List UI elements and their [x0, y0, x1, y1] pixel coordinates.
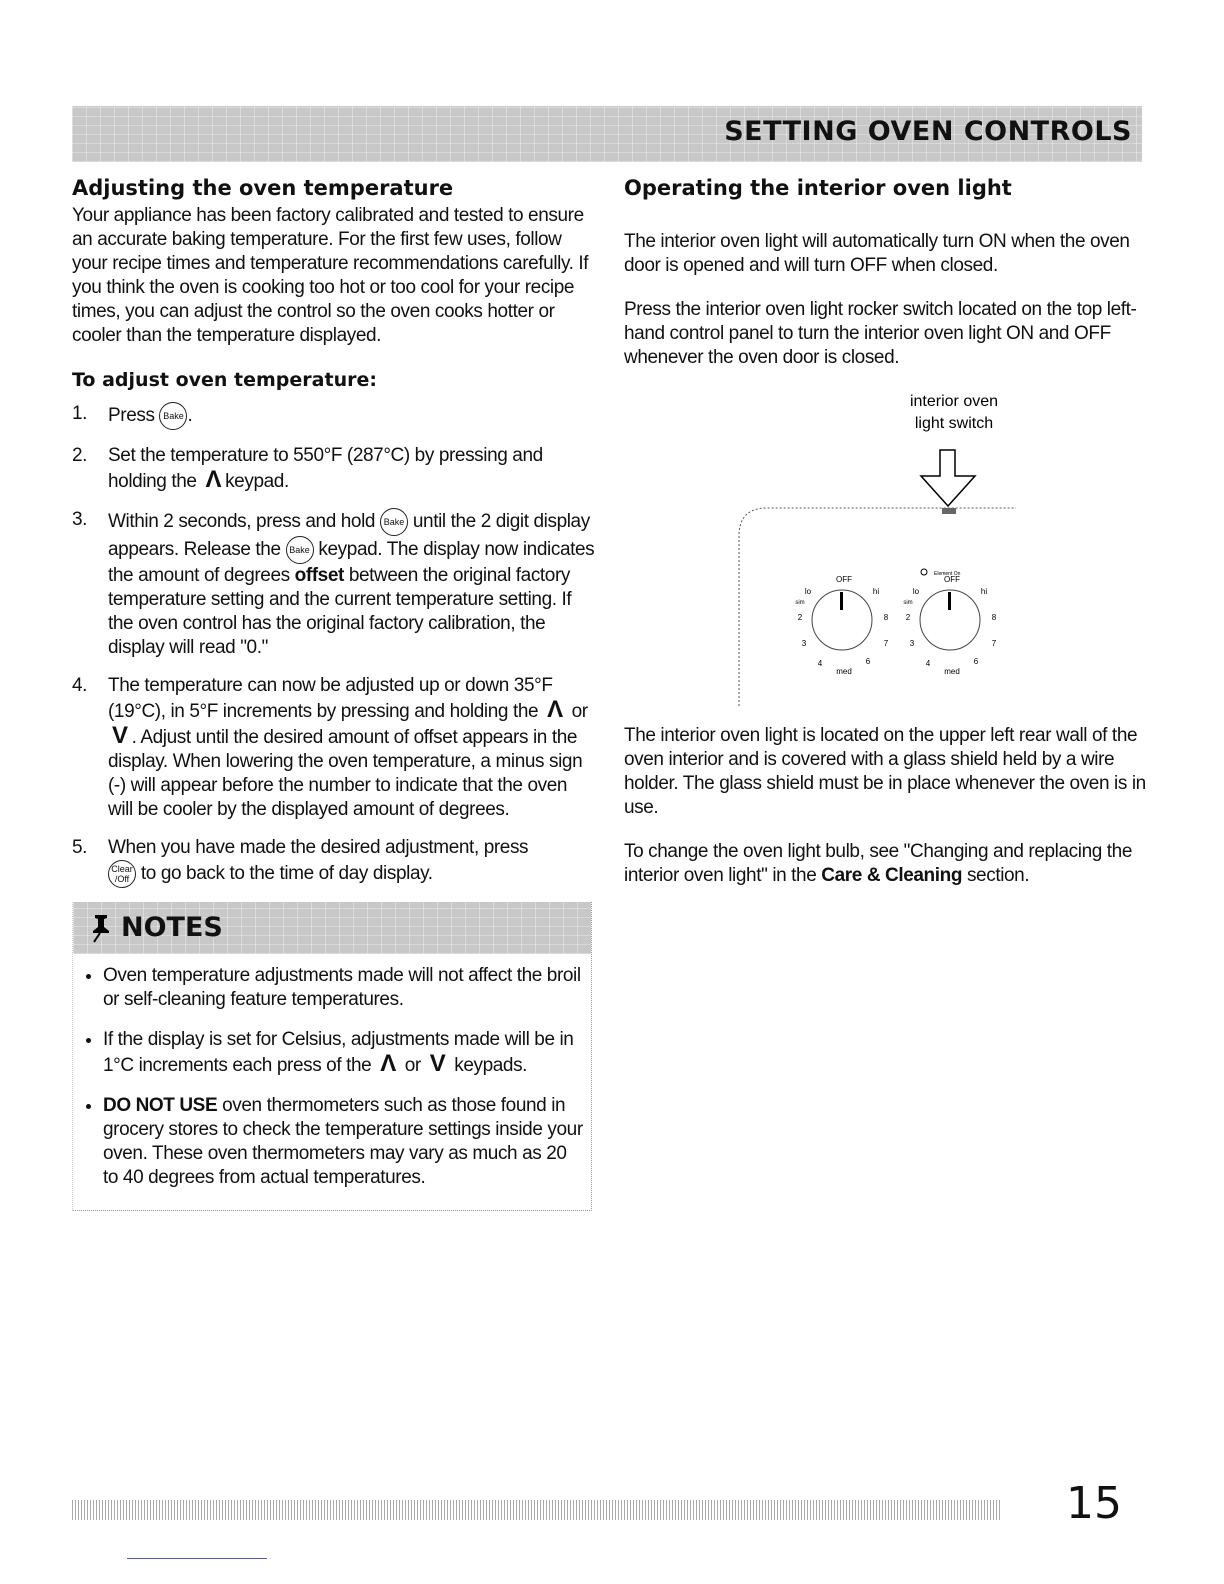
- knob-label: lo: [912, 587, 920, 596]
- step-text: keypad. The display now indicates the amount of degrees: [108, 539, 595, 586]
- light-paragraph-4: [624, 840, 1148, 888]
- step-text: keypad.: [225, 471, 289, 492]
- step-number: 4.: [72, 675, 88, 696]
- knob-label: sim: [903, 600, 913, 606]
- pushpin-icon: [89, 913, 113, 943]
- step-text: between the original factory temperature setting and the current temperature setting. If the oven control has the original factory calibration, the display will read "0.": [108, 565, 572, 658]
- note-item: [103, 1028, 585, 1078]
- knob-label: sim: [795, 600, 805, 606]
- section-banner: [72, 106, 1142, 162]
- care-cleaning-reference: Care & Cleaning: [821, 865, 963, 886]
- left-column: [72, 176, 596, 1211]
- page-number: 15: [1066, 1478, 1122, 1529]
- down-arrow-icon: V: [429, 1050, 446, 1077]
- up-arrow-icon: Λ: [380, 1050, 396, 1077]
- knob-label: OFF: [836, 575, 852, 584]
- step-text: .: [187, 405, 193, 427]
- diagram-label: interior oven: [909, 393, 999, 410]
- knob-label: 7: [991, 639, 997, 648]
- knob-left: [795, 575, 888, 676]
- key-label: Clear: [111, 864, 133, 874]
- step-number: 2.: [72, 445, 88, 466]
- step-5: [72, 836, 596, 888]
- knob-label: 6: [865, 657, 871, 666]
- steps-list: [72, 402, 596, 888]
- heading-adjust-temp: Adjusting the oven temperature: [72, 176, 454, 200]
- note-text: If the display is set for Celsius, adjustments made will be in 1°C increments each press of the: [103, 1029, 574, 1076]
- notes-header: [73, 902, 591, 954]
- knob-label: 2: [797, 613, 803, 622]
- knob-label: med: [944, 667, 960, 676]
- light-paragraph-2: Press the interior oven light rocker switch located on the top left-hand control panel to turn the interior oven light ON and OFF whenever the oven door is closed.: [624, 299, 1137, 368]
- knob-pointer: [840, 592, 843, 610]
- key-label: /Off: [114, 874, 130, 884]
- step-text: Set the temperature to 550°F (287°C) by pressing and holding the: [108, 445, 543, 492]
- knob-label: lo: [804, 587, 812, 596]
- step-text: The temperature can now be adjusted up or down 35°F (19°C), in 5°F increments by pressing and holding the: [108, 675, 553, 722]
- notes-box: [72, 902, 592, 1211]
- note-text: oven thermometers such as those found in grocery stores to check the temperature settings inside your oven. These oven thermometers may vary as much as 20 to 40 degrees from actual temperatures.: [103, 1095, 583, 1188]
- up-arrow-icon: Λ: [547, 696, 563, 723]
- step-text: When you have made the desired adjustment, press: [108, 837, 529, 858]
- step-1: [72, 402, 596, 430]
- bake-key-icon: Bake: [286, 536, 314, 564]
- footer-bar: [72, 1500, 1002, 1520]
- light-paragraph-1: The interior oven light will automatically turn ON when the oven door is opened and will turn OFF when closed.: [624, 231, 1130, 276]
- knob-label: 3: [801, 639, 807, 648]
- knob-label: 6: [973, 657, 979, 666]
- step-4: [72, 674, 596, 822]
- paragraph-text: To change the oven light bulb, see "Changing and replacing the interior oven light" in the: [624, 841, 1132, 886]
- step-text: or: [571, 701, 588, 722]
- heading-oven-light: Operating the interior oven light: [624, 176, 1012, 200]
- knob-label: 2: [905, 613, 911, 622]
- knob-label: hi: [872, 587, 880, 596]
- step-number: 5.: [72, 837, 88, 858]
- knob-label: med: [836, 667, 852, 676]
- note-item: [103, 1094, 585, 1190]
- element-on-indicator-icon: [921, 569, 927, 575]
- step-3: [72, 508, 596, 660]
- knob-label: 4: [817, 659, 823, 668]
- down-arrow-pointer-icon: [921, 450, 975, 506]
- light-switch-icon: [942, 508, 956, 514]
- knob-pointer: [948, 592, 951, 610]
- knob-label: hi: [980, 587, 988, 596]
- note-bold: DO NOT USE: [103, 1095, 218, 1116]
- bold-offset: offset: [294, 565, 344, 586]
- down-arrow-icon: V: [112, 722, 128, 749]
- step-text: Press: [108, 405, 155, 427]
- note-item: • Oven temperature adjustments made will not affect the broil or self-cleaning feature temperatures.: [103, 964, 585, 1012]
- diagram-label: light switch: [914, 415, 994, 432]
- clear-off-key-icon: [108, 860, 136, 888]
- step-2: [72, 444, 596, 494]
- section-title: SETTING OVEN CONTROLS: [724, 116, 1132, 147]
- footer-divider: [127, 1558, 267, 1559]
- step-number: 3.: [72, 509, 88, 530]
- notes-list: [73, 964, 591, 1190]
- element-on-label: Element On: [934, 571, 961, 577]
- bake-key-icon: Bake: [159, 402, 187, 430]
- light-paragraph-3: The interior oven light is located on the upper left rear wall of the oven interior and is covered with a glass shield held by a wire holder. The glass shield must be in place whenever the oven is in use.: [624, 725, 1146, 818]
- note-text: keypads.: [454, 1055, 528, 1076]
- bake-key-icon: Bake: [380, 508, 408, 536]
- subheading: To adjust oven temperature:: [72, 369, 377, 391]
- paragraph-text: section.: [966, 865, 1030, 886]
- knob-label: 8: [991, 613, 997, 622]
- up-arrow-icon: Λ: [205, 466, 222, 493]
- knob-label: 4: [925, 659, 931, 668]
- step-text: . Adjust until the desired amount of offset appears in the display. When lowering the oven temperature, a minus sign (-) will appear before the number to indicate that the oven will be cooler by the displayed amount of degrees.: [108, 727, 583, 820]
- step-text: Within 2 seconds, press and hold: [108, 511, 376, 533]
- knob-label: 7: [883, 639, 889, 648]
- notes-title: NOTES: [121, 912, 223, 943]
- knob-label: 3: [909, 639, 915, 648]
- right-column: [624, 176, 1148, 908]
- note-text: or: [404, 1055, 421, 1076]
- intro-text: Your appliance has been factory calibrated and tested to ensure an accurate baking temperature. For the first few uses, follow your recipe times and temperature recommendations carefully. If you think the oven is cooking too hot or too cool for your recipe times, you can adjust the control so the oven cooks hotter or cooler than the temperature displayed.: [72, 205, 589, 346]
- knob-label: 8: [883, 613, 889, 622]
- knob-label: OFF: [944, 575, 960, 584]
- step-number: 1.: [72, 403, 88, 424]
- step-text: to go back to the time of day display.: [140, 863, 433, 885]
- knob-right: [903, 575, 996, 676]
- step-text: until the 2 digit display appears. Release the: [108, 511, 590, 561]
- control-panel-diagram: [624, 386, 1144, 706]
